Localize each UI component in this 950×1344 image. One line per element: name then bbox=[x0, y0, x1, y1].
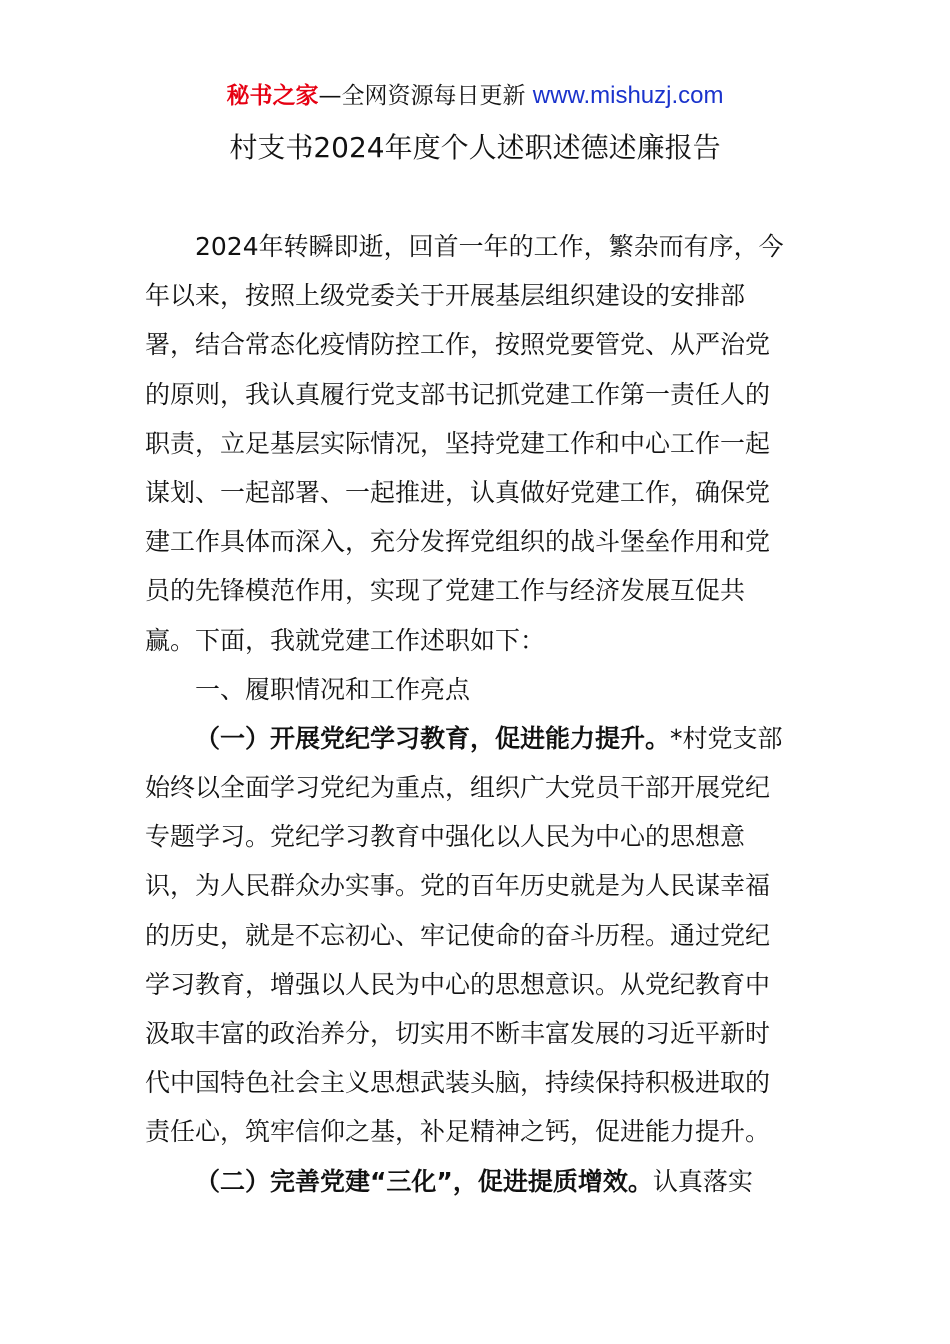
paragraph-line: 专题学习。党纪学习教育中强化以人民为中心的思想意 bbox=[145, 822, 746, 852]
site-header bbox=[0, 80, 950, 112]
paragraph-line: 责任心，筑牢信仰之基，补足精神之钙，促进能力提升。 bbox=[145, 1117, 771, 1147]
subsection-title: （一）开展党纪学习教育，促进能力提升。 bbox=[195, 723, 671, 753]
paragraph-line: 代中国特色社会主义思想武装头脑，持续保持积极进取的 bbox=[145, 1068, 771, 1098]
paragraph-line: 员的先锋模范作用，实现了党建工作与经济发展互促共 bbox=[145, 576, 746, 606]
paragraph-line: 的原则，我认真履行党支部书记抓党建工作第一责任人的 bbox=[145, 379, 771, 409]
document-body bbox=[145, 222, 810, 1206]
paragraph-line: 学习教育，增强以人民为中心的思想意识。从党纪教育中 bbox=[145, 969, 771, 999]
site-tagline: —全网资源每日更新 bbox=[318, 83, 533, 109]
paragraph-line: 署，结合常态化疫情防控工作，按照党要管党、从严治党 bbox=[145, 330, 771, 360]
subsection-heading-1 bbox=[145, 714, 810, 763]
paragraph-line: 2024年转瞬即逝，回首一年的工作，繁杂而有序，今 bbox=[195, 232, 784, 261]
paragraph-line: 识，为人民群众办实事。党的百年历史就是为人民谋幸福 bbox=[145, 871, 771, 901]
paragraph-line: 年以来，按照上级党委关于开展基层组织建设的安排部 bbox=[145, 281, 746, 311]
site-url[interactable]: www.mishuzj.com bbox=[532, 82, 724, 109]
subsection-heading-2 bbox=[145, 1157, 810, 1206]
document-title: 村支书2024年度个人述职述德述廉报告 bbox=[229, 131, 721, 164]
paragraph-line: 谋划、一起部署、一起推进，认真做好党建工作，确保党 bbox=[145, 477, 771, 507]
paragraph-line: 赢。下面，我就党建工作述职如下： bbox=[145, 625, 546, 655]
subsection-text: 认真落实 bbox=[652, 1166, 753, 1196]
paragraph-line: 建工作具体而深入，充分发挥党组织的战斗堡垒作用和党 bbox=[145, 527, 771, 557]
subsection-title: （二）完善党建“三化”，促进提质增效。 bbox=[195, 1166, 653, 1196]
paragraph-line: 汲取丰富的政治养分，切实用不断丰富发展的习近平新时 bbox=[145, 1019, 771, 1048]
paragraph-line: 职责，立足基层实际情况，坚持党建工作和中心工作一起 bbox=[145, 428, 771, 458]
paragraph-line: 始终以全面学习党纪为重点，组织广大党员干部开展党纪 bbox=[145, 773, 771, 803]
section-heading: 一、履职情况和工作亮点 bbox=[195, 674, 471, 704]
paragraph-line: 的历史，就是不忘初心、牢记使命的奋斗历程。通过党纪 bbox=[145, 920, 771, 950]
subsection-text: *村党支部 bbox=[670, 723, 783, 753]
site-name: 秘书之家 bbox=[226, 83, 319, 109]
